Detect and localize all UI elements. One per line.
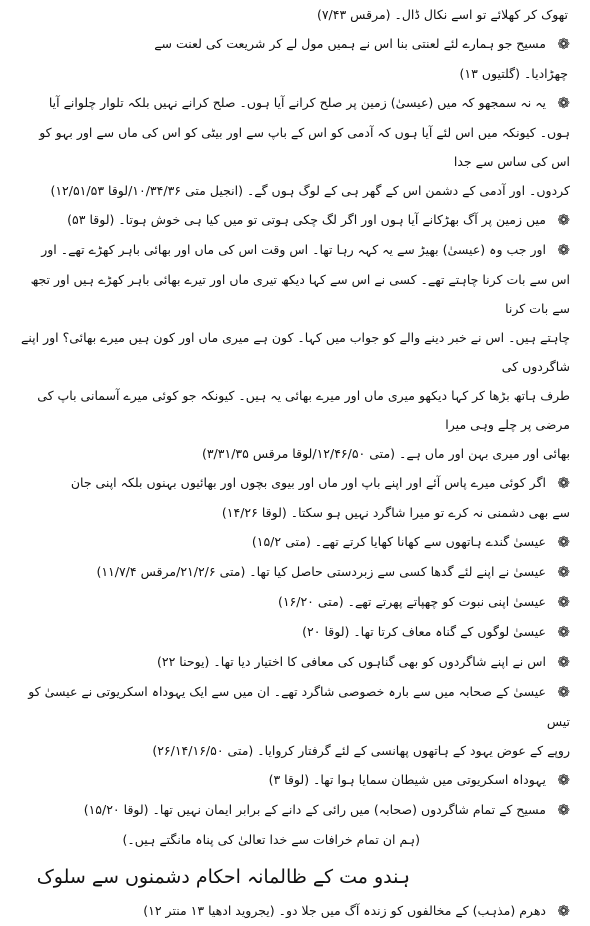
line-text: ہوں۔ کیونکہ میں اس لئے آیا ہوں کہ آدمی کو اس کے باپ سے اور بیٹی کو اس کی ماں سے اور بہو کو اس کی ساس سے جدا bbox=[39, 125, 570, 169]
line-text: عیسیٰ اپنی نبوت کو چھپاتے پھرتے تھے۔ (متی ۱۶/۲۰) bbox=[277, 594, 546, 609]
text-line-20 bbox=[18, 677, 570, 736]
text-line-11 bbox=[18, 381, 570, 439]
line-text: عیسیٰ نے اپنے لئے گدھا کسی سے زبردستی حاصل کیا تھا۔ (متی ۲۱/۲/۶/مرقس ۱۱/۷/۴) bbox=[96, 564, 546, 579]
text-line-24 bbox=[18, 825, 570, 854]
flower-bullet-icon: ❁ bbox=[557, 94, 570, 112]
text-line-23 bbox=[18, 795, 570, 825]
flower-bullet-icon: ❁ bbox=[557, 474, 570, 492]
text-line-17 bbox=[18, 587, 570, 617]
line-text: عیسیٰ کے صحابہ میں سے بارہ خصوصی شاگرد تھے۔ ان میں سے ایک یہوداہ اسکریوتی نے عیسیٰ کو تیس bbox=[28, 684, 570, 729]
line-text: روپے کے عوض یہود کے ہاتھوں پھانسی کے لئے گرفتار کروایا۔ (متی ۲۶/۱۴/۱۶/۵۰) bbox=[152, 743, 570, 758]
line-text: بھائی اور میری بہن اور ماں ہے۔ (متی ۱۲/۴۶/۵۰/لوقا مرقس ۳/۳۱/۳۵) bbox=[201, 446, 570, 461]
line-text: مسیح کے تمام شاگردوں (صحابہ) میں رائی کے دانے کے برابر ایمان نہیں تھا۔ (لوقا ۱۵/۲۰) bbox=[83, 802, 546, 817]
flower-bullet-icon: ❁ bbox=[557, 533, 570, 551]
text-line-2 bbox=[18, 29, 570, 59]
text-line-19 bbox=[18, 647, 570, 677]
section-heading: ہندو مت کے ظالمانہ احکام دشمنوں سے سلوک bbox=[36, 866, 410, 888]
line-text: چھڑادیا۔ (گلتیوں ۱۳) bbox=[459, 66, 568, 81]
text-line-7 bbox=[18, 205, 570, 235]
flower-bullet-icon: ❁ bbox=[557, 563, 570, 581]
text-line-3 bbox=[18, 59, 570, 88]
text-line-1 bbox=[18, 0, 570, 29]
text-line-9 bbox=[18, 265, 570, 323]
flower-bullet-icon: ❁ bbox=[557, 211, 570, 229]
flower-bullet-icon: ❁ bbox=[557, 902, 570, 920]
flower-bullet-icon: ❁ bbox=[557, 801, 570, 819]
line-text: عیسیٰ لوگوں کے گناہ معاف کرتا تھا۔ (لوقا ۲۰) bbox=[302, 624, 546, 639]
line-text: (ہم ان تمام خرافات سے خدا تعالیٰ کی پناہ مانگتے ہیں۔) bbox=[122, 832, 420, 847]
line-text: تھوک کر کھلائے تو اسے نکال ڈال۔ (مرقس ۷/۴۳) bbox=[316, 7, 568, 22]
final-text-line bbox=[18, 896, 570, 926]
line-text: کردوں۔ اور آدمی کے دشمن اس کے گھر ہی کے لوگ ہوں گے۔ (انجیل متی ۱۰/۳۴/۳۶/لوقا ۱۲/۵۱/۵۳) bbox=[50, 183, 570, 198]
line-text: یہوداہ اسکریوتی میں شیطان سمایا ہوا تھا۔ (لوقا ۳) bbox=[268, 772, 546, 787]
flower-bullet-icon: ❁ bbox=[557, 35, 570, 53]
flower-bullet-icon: ❁ bbox=[557, 593, 570, 611]
text-line-15 bbox=[18, 527, 570, 557]
line-text: اس نے اپنے شاگردوں کو بھی گناہوں کی معافی کا اختیار دیا تھا۔ (یوحنا ۲۲) bbox=[156, 654, 546, 669]
line-text: اگر کوئی میرے پاس آئے اور اپنے باپ اور ماں اور بیوی بچوں اور بھائیوں بہنوں بلکہ اپنی جان bbox=[70, 475, 546, 490]
text-line-22 bbox=[18, 765, 570, 795]
text-line-6 bbox=[18, 176, 570, 205]
flower-bullet-icon: ❁ bbox=[557, 241, 570, 259]
flower-bullet-icon: ❁ bbox=[557, 683, 570, 701]
text-line-13 bbox=[18, 468, 570, 498]
text-line-14 bbox=[18, 498, 570, 527]
text-line-18 bbox=[18, 617, 570, 647]
line-text: اس سے بات کرنا چاہتے تھے۔ کسی نے اس سے کہا دیکھ تیری ماں اور تیرے بھائی باہر کھڑے ہیں اور تجھ سے بات کرنا bbox=[30, 272, 570, 316]
line-text: یہ نہ سمجھو کہ میں (عیسیٰ) زمین پر صلح کرانے آیا ہوں۔ صلح کرانے نہیں بلکہ تلوار چلوانے آیا bbox=[48, 95, 546, 110]
text-line-21 bbox=[18, 736, 570, 765]
text-line-8 bbox=[18, 235, 570, 265]
line-text: دھرم (مذہب) کے مخالفوں کو زندہ آگ میں جلا دو۔ (یجروید ادھیا ۱۳ منتر ۱۲) bbox=[143, 903, 546, 918]
text-line-10 bbox=[18, 323, 570, 381]
flower-bullet-icon: ❁ bbox=[557, 623, 570, 641]
line-text: چاہتے ہیں۔ اس نے خبر دینے والے کو جواب میں کہا۔ کون ہے میری ماں اور کون ہیں میرے بھائی؟ اور اپنے شاگردوں کی bbox=[21, 330, 570, 374]
text-line-4 bbox=[18, 88, 570, 118]
line-text: اور جب وہ (عیسیٰ) بھیڑ سے یہ کہہ رہا تھا۔ اس وقت اس کی ماں اور بھائی باہر کھڑے تھے۔ اور bbox=[41, 242, 546, 257]
line-text: عیسیٰ گندے ہاتھوں سے کھانا کھایا کرتے تھے۔ (متی ۱۵/۲) bbox=[251, 534, 546, 549]
line-text: میں زمین پر آگ بھڑکانے آیا ہوں اور اگر لگ چکی ہوتی تو میں کیا ہی خوش ہوتا۔ (لوقا ۵۳) bbox=[67, 212, 546, 227]
line-text: مسیح جو ہمارے لئے لعنتی بنا اس نے ہمیں مول لے کر شریعت کی لعنت سے bbox=[154, 36, 546, 51]
flower-bullet-icon: ❁ bbox=[557, 653, 570, 671]
line-text: طرف ہاتھ بڑھا کر کہا دیکھو میری ماں اور میرے بھائی یہ ہیں۔ کیونکہ جو کوئی میرے آسمانی باپ کی مرضی پر چلے وہی میرا bbox=[37, 388, 570, 432]
text-line-5 bbox=[18, 118, 570, 176]
text-line-12 bbox=[18, 439, 570, 468]
line-text: سے بھی دشمنی نہ کرے تو میرا شاگرد نہیں ہو سکتا۔ (لوقا ۱۴/۲۶) bbox=[221, 505, 570, 520]
flower-bullet-icon: ❁ bbox=[557, 771, 570, 789]
text-line-16 bbox=[18, 557, 570, 587]
